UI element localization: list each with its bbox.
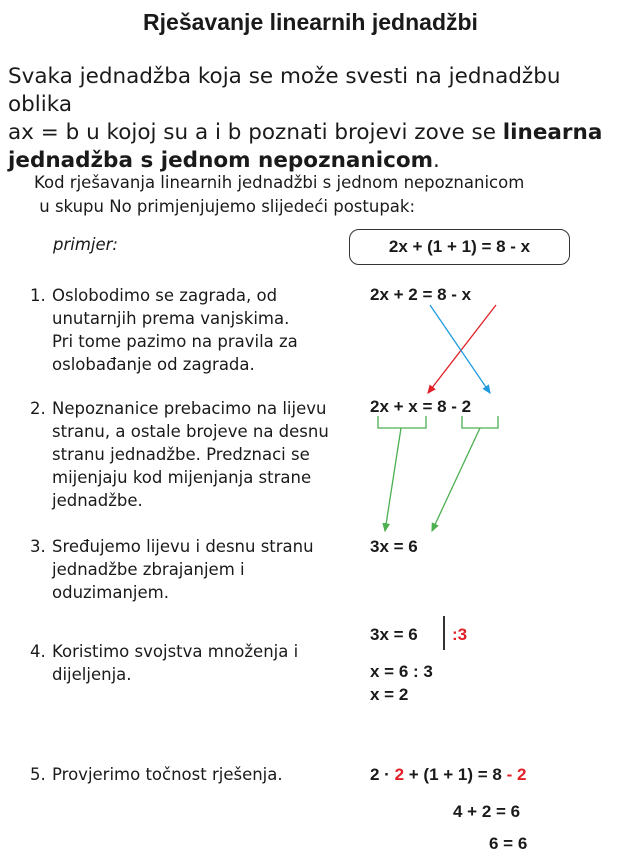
step-line: oduzimanjem. <box>52 583 169 602</box>
step-number: 3. <box>30 537 46 556</box>
step-number: 4. <box>30 642 46 661</box>
step-line: Nepoznanice prebacimo na lijevu <box>52 399 327 418</box>
intro-end: . <box>433 148 440 173</box>
move-x-arrow <box>428 305 496 393</box>
check-minus: - <box>506 765 513 784</box>
division-annotation: :3 <box>452 625 468 644</box>
step-line: mijenjaju kod mijenjanja strane <box>52 468 312 487</box>
check-value-2: 2 <box>516 765 527 784</box>
combine-right-arrow <box>432 428 480 531</box>
check-middle: + (1 + 1) = 8 <box>404 765 507 784</box>
right-bracket <box>462 416 498 428</box>
equation-step-3: 3x = 6 <box>370 537 418 556</box>
example-equation-box: 2x + (1 + 1) = 8 - x <box>349 229 570 265</box>
step-line: jednadžbe zbrajanjem i <box>52 560 245 579</box>
check-value-1: 2 <box>394 765 405 784</box>
intro-part1: Svaka jednadžba koja se može svesti na jednadžbu oblika <box>8 64 561 117</box>
page-title: Rješavanje linearnih jednadžbi <box>143 9 478 35</box>
step-line: jednadžbe. <box>52 491 143 510</box>
equation-check-3: 6 = 6 <box>489 834 528 853</box>
intro-part2: ax = b u kojoj su a i b poznati brojevi zove se <box>8 120 503 145</box>
intro-bold1: linearna <box>502 120 603 145</box>
step-number: 1. <box>30 286 46 305</box>
example-label: primjer: <box>53 235 118 254</box>
step-line: Sređujemo lijevu i desnu stranu <box>52 537 314 556</box>
step-line: stranu jednadžbe. Predznaci se <box>52 445 310 464</box>
step-number: 5. <box>30 765 46 784</box>
equation-step-4c: x = 2 <box>370 685 409 704</box>
combine-left-arrow <box>385 428 401 531</box>
lead-line-1: Kod rješavanja linearnih jednadžbi s jednom nepoznanicom <box>34 173 525 192</box>
step-line: dijeljenja. <box>52 665 132 684</box>
step-line: Provjerimo točnost rješenja. <box>52 765 283 784</box>
intro-bold2: jednadžba s jednom nepoznanicom <box>8 148 434 173</box>
equation-step-2: 2x + x = 8 - 2 <box>370 397 472 416</box>
equation-step-4b: x = 6 : 3 <box>370 662 433 681</box>
step-line: Pri tome pazimo na pravila za <box>52 332 298 351</box>
step-line: oslobađanje od zagrada. <box>52 355 255 374</box>
step-line: unutarnjih prema vanjskima. <box>52 309 290 328</box>
step-line: Oslobodimo se zagrada, od <box>52 286 278 305</box>
step-number: 2. <box>30 399 46 418</box>
step-line: stranu, a ostale brojeve na desnu <box>52 422 329 441</box>
step-line: Koristimo svojstva množenja i <box>52 642 299 661</box>
lead-line-2: u skupu No primjenjujemo slijedeći postupak: <box>34 197 416 216</box>
equation-step-1: 2x + 2 = 8 - x <box>370 285 472 304</box>
check-prefix: 2 · <box>370 765 395 784</box>
left-bracket <box>378 416 426 428</box>
equation-step-4a: 3x = 6 <box>370 625 418 644</box>
equation-check-2: 4 + 2 = 6 <box>453 802 521 821</box>
